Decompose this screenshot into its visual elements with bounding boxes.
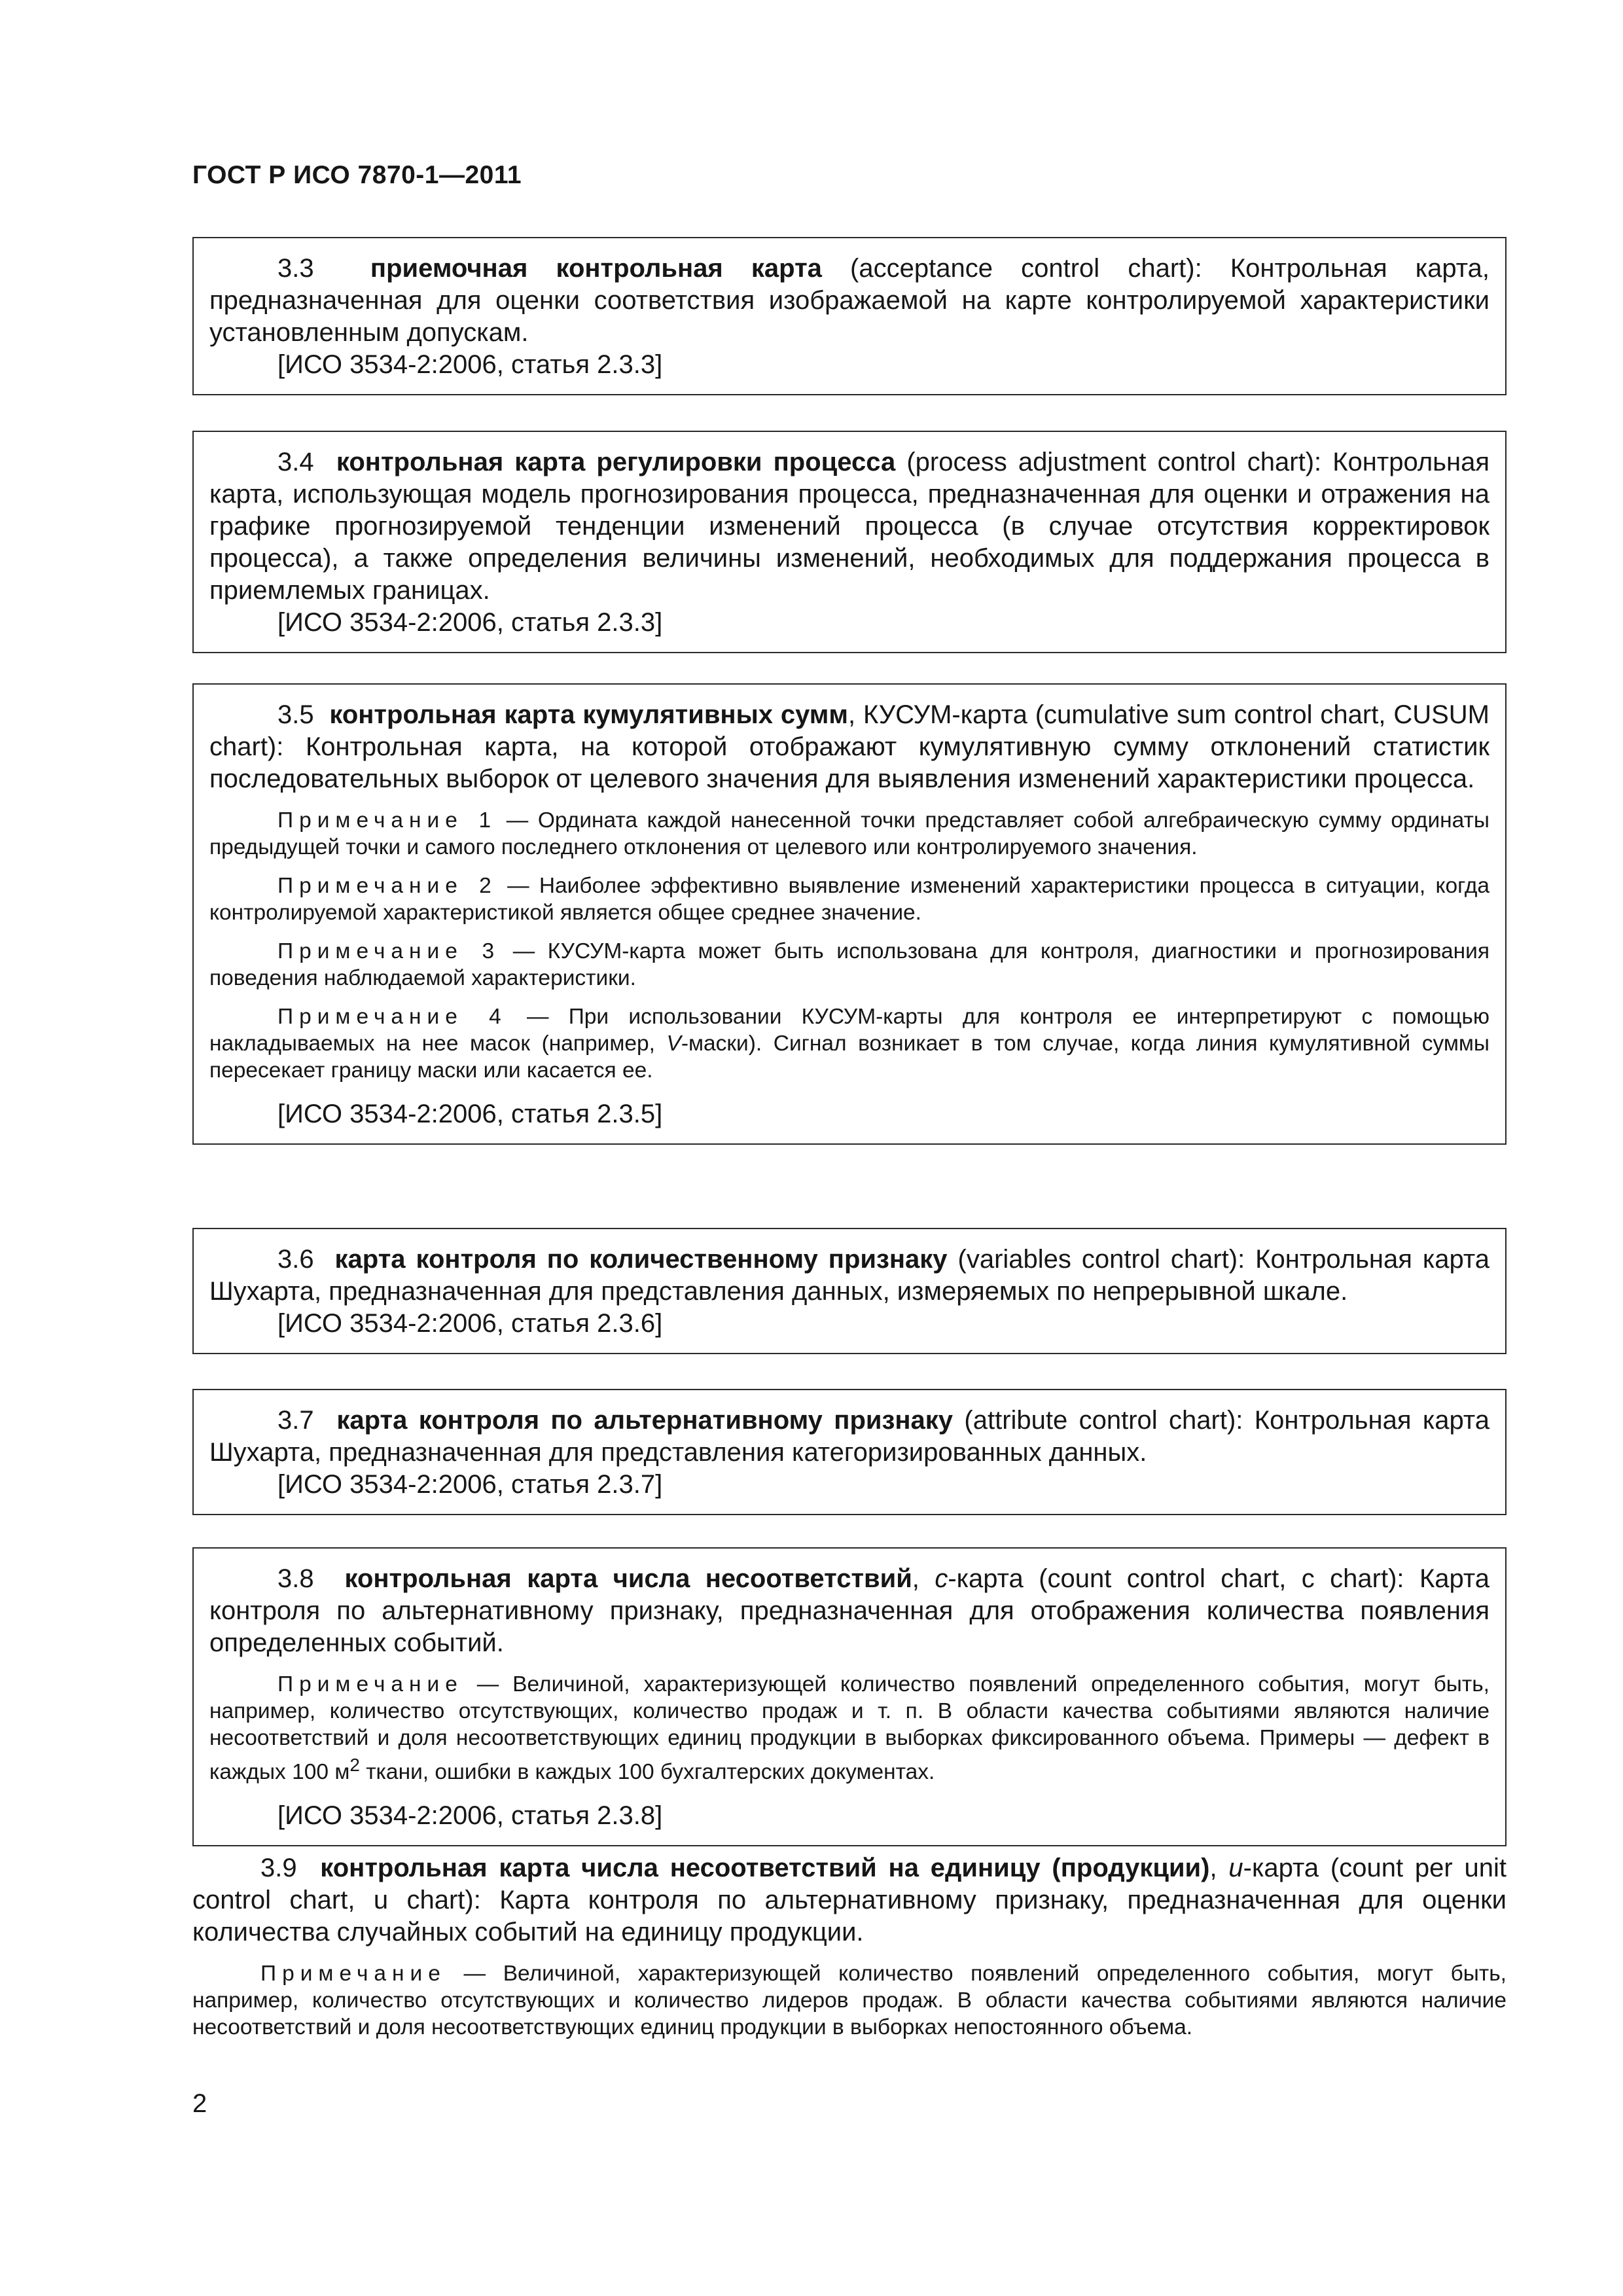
term-reference: [ИСО 3534-2:2006, статья 2.3.8]	[277, 1801, 663, 1831]
term-title: контрольная карта числа несоответствий на единицу (продукции)	[320, 1854, 1210, 1882]
term-definition: 3.4 контрольная карта регулировки процесса (process adjustment control chart): Контрольная карта, использующая модель прогнозирования процесса, предназначенная для оценки и отражения на графике прогнозируемой тенденции изменений процесса (в случае отсутствия корректировок процесса), а также определения величины изменений, необходимых для поддержания процесса в приемлемых границах.	[209, 448, 1489, 605]
note-4: Примечание 4 — При использовании КУСУМ-карты для контроля ее интерпретируют с помощью накладываемых на нее масок (например, V-маски). Сигнал возникает в том случае, когда линия кумулятивной суммы пересекает границу маски или касается ее.	[209, 1005, 1490, 1083]
term-3-9	[192, 1852, 1507, 2041]
term-box-3-5	[192, 683, 1507, 1145]
term-definition: 3.9 контрольная карта числа несоответствий на единицу (продукции), u-карта (count per unit control chart, u chart): Карта контроля по альтернативному признаку, предназначенная для оценки количества случайных событий на единицу продукции.	[192, 1854, 1507, 1946]
term-box-3-3	[192, 237, 1507, 395]
term-title: карта контроля по альтернативному признаку	[336, 1406, 954, 1435]
term-title: контрольная карта числа несоответствий	[344, 1564, 912, 1593]
term-box-3-7	[192, 1389, 1507, 1515]
term-title: контрольная карта регулировки процесса	[336, 448, 896, 476]
note: Примечание — Величиной, характеризующей количество появлений определенного события, могут быть, например, количество отсутствующих, количество продаж и т. п. В области качества событиями являются наличие несоответствий и доля несоответствующих единиц продукции в выборках фиксированного объема. Примеры — дефект в каждых 100 $м^2$ ткани, ошибки в каждых 100 бухгалтерских документах.	[209, 1672, 1489, 1785]
term-box-3-6	[192, 1228, 1507, 1354]
term-reference: [ИСО 3534-2:2006, статья 2.3.5]	[277, 1100, 663, 1128]
term-definition: 3.5 контрольная карта кумулятивных сумм, КУСУМ-карта (cumulative sum control chart, CUSUM chart): Контрольная карта, на которой отображают кумулятивную сумму отклонений статистик последовательных выборок от целевого значения для выявления изменений характеристики процесса.	[209, 700, 1489, 793]
document-header: ГОСТ Р ИСО 7870-1—2011	[192, 161, 522, 189]
note-1: Примечание 1 — Ордината каждой нанесенной точки представляет собой алгебраическую сумму ординаты предыдущей точки и самого последнего отклонения от целевого или контролируемого значения.	[209, 808, 1489, 859]
term-reference: [ИСО 3534-2:2006, статья 2.3.3]	[277, 350, 663, 379]
term-title: контрольная карта кумулятивных сумм	[329, 700, 848, 729]
term-title: приемочная контрольная карта	[370, 254, 822, 283]
term-box-3-4	[192, 431, 1507, 653]
note: Примечание — Величиной, характеризующей количество появлений определенного события, могут быть, например, количество отсутствующих и количество лидеров продаж. В области качества событиями являются наличие несоответствий и доля несоответствующих единиц продукции в выборках непостоянного объема.	[192, 1962, 1507, 2039]
term-definition: 3.3 приемочная контрольная карта (acceptance control chart): Контрольная карта, предназначенная для оценки соответствия изображаемой на карте контролируемой характеристики установленным допускам.	[209, 254, 1489, 347]
term-definition: 3.6 карта контроля по количественному признаку (variables control chart): Контрольная карта Шухарта, предназначенная для представления данных, измеряемых по непрерывной шкале.	[209, 1245, 1489, 1306]
page-number: 2	[192, 2089, 207, 2118]
note-2: Примечание 2 — Наиболее эффективно выявление изменений характеристики процесса в ситуации, когда контролируемой характеристикой является общее среднее значение.	[209, 874, 1489, 925]
term-definition: 3.7 карта контроля по альтернативному признаку (attribute control chart): Контрольная карта Шухарта, предназначенная для представления категоризированных данных.	[209, 1406, 1490, 1467]
term-reference: [ИСО 3534-2:2006, статья 2.3.6]	[277, 1309, 663, 1338]
term-reference: [ИСО 3534-2:2006, статья 2.3.3]	[277, 608, 663, 637]
term-title: карта контроля по количественному признаку	[334, 1245, 948, 1274]
term-reference: [ИСО 3534-2:2006, статья 2.3.7]	[277, 1470, 663, 1499]
term-box-3-8	[192, 1547, 1507, 1846]
term-definition: 3.8 контрольная карта числа несоответствий, c-карта (count control chart, c chart): Карта контроля по альтернативному признаку, предназначенная для отображения количества появления определенных событий.	[209, 1564, 1489, 1657]
note-3: Примечание 3 — КУСУМ-карта может быть использована для контроля, диагностики и прогнозирования поведения наблюдаемой характеристики.	[209, 939, 1489, 990]
